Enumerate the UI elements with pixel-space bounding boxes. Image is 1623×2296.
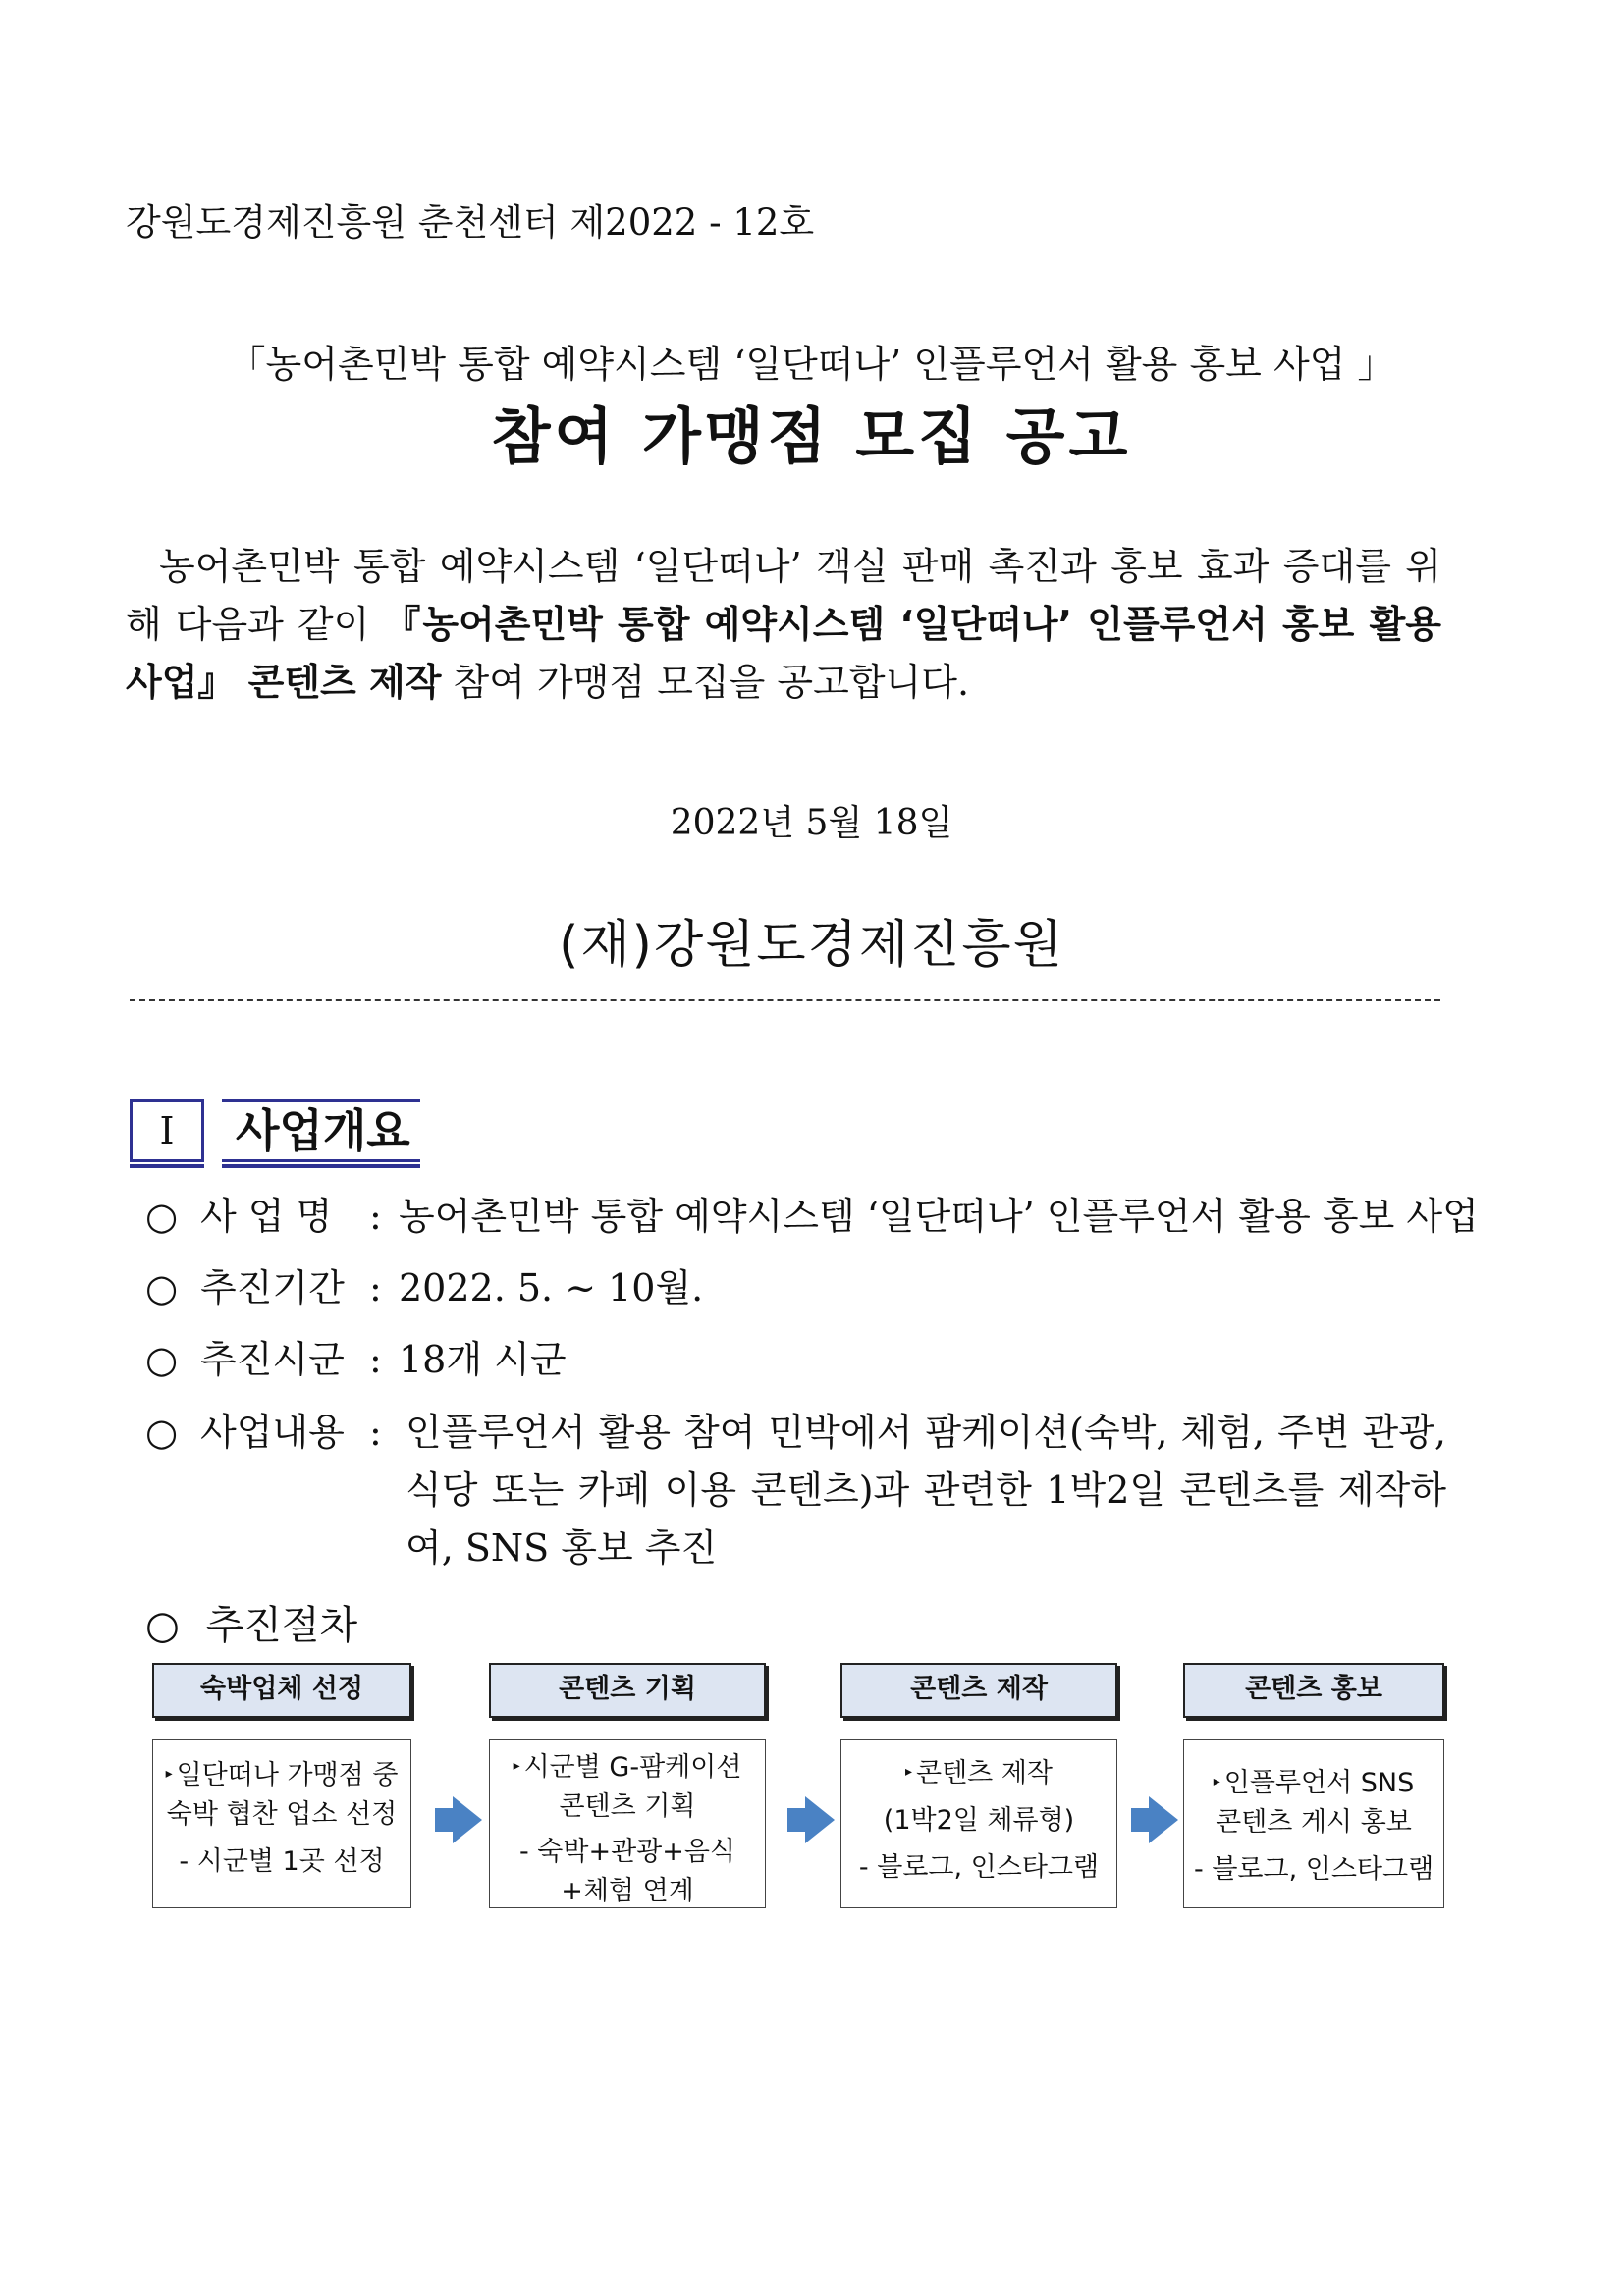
triangle-marker-icon: ▸ <box>513 1758 520 1774</box>
item-label: 추진시군 <box>200 1338 345 1381</box>
document-number: 강원도경제진흥원 춘천센터 제2022 - 12호 <box>126 201 815 243</box>
step-line: ▸ 시군별 G-팜케이션 <box>513 1752 742 1783</box>
step-body <box>489 1739 766 1908</box>
step-line: - 시군별 1곳 선정 <box>179 1846 385 1877</box>
process-heading <box>145 1594 357 1650</box>
item-value: 인플루언서 활용 참여 민박에서 팜케이션(숙박, 체험, 주변 관광, 식당 또는 카페 이용 콘텐츠)과 관련한 1박2일 콘텐츠를 제작하여, SNS 홍보 추진 <box>406 1411 1446 1570</box>
step-body <box>840 1739 1117 1908</box>
item-value: 2022. 5. ~ 10월. <box>399 1266 704 1309</box>
step-line: ▸ 일단떠나 가맹점 중 <box>165 1760 399 1790</box>
organization-name: (재)강원도경제진흥원 <box>559 916 1064 975</box>
step-line: +체험 연계 <box>561 1876 694 1906</box>
process-title: 추진절차 <box>205 1603 358 1648</box>
right-arrow-icon <box>453 1796 482 1843</box>
step-line: - 블로그, 인스타그램 <box>1194 1854 1434 1885</box>
step-line: 콘텐츠 기획 <box>559 1791 696 1822</box>
step-body <box>152 1739 411 1908</box>
step-line: ▸ 콘텐츠 제작 <box>904 1758 1054 1789</box>
right-arrow-icon <box>805 1796 835 1843</box>
intro-text-1: 농어촌민박 통합 예약시스템 ‘일단떠나’ 객실 판매 촉진과 홍보 효과 증대를 위해 다음과 같이 <box>126 545 1441 646</box>
triangle-marker-icon: ▸ <box>165 1766 173 1782</box>
step-line: ▸ 인플루언서 SNS <box>1213 1768 1415 1798</box>
intro-paragraph <box>126 538 1441 712</box>
step-title: 콘텐츠 제작 <box>840 1663 1117 1718</box>
step-line: 숙박 협찬 업소 선정 <box>166 1799 398 1830</box>
dashed-divider <box>130 999 1440 1001</box>
overview-item-region <box>145 1331 1471 1390</box>
step-line: - 숙박+관광+음식 <box>518 1837 736 1867</box>
right-arrow-icon <box>1149 1796 1178 1843</box>
item-colon: : <box>369 1266 382 1309</box>
step-title: 콘텐츠 기획 <box>489 1663 766 1718</box>
step-title: 콘텐츠 홍보 <box>1183 1663 1444 1718</box>
intro-text-3: 참여 가맹점 모집을 공고합니다. <box>441 661 970 704</box>
triangle-marker-icon: ▸ <box>1213 1774 1220 1789</box>
announcement-date: 2022년 5월 18일 <box>670 803 953 843</box>
item-label: 사 업 명 <box>200 1195 333 1238</box>
item-colon: : <box>369 1411 382 1454</box>
step-line: (1박2일 체류형) <box>883 1805 1075 1836</box>
item-colon: : <box>369 1195 382 1238</box>
section-title: 사업개요 <box>222 1099 420 1162</box>
overview-item-content <box>145 1404 1471 1580</box>
item-label: 추진기간 <box>200 1266 345 1309</box>
step-line: - 블로그, 인스타그램 <box>858 1852 1100 1883</box>
circle-bullet-icon: ○ <box>145 1603 180 1648</box>
circle-bullet-icon: ○ <box>145 1411 179 1454</box>
item-value: 농어촌민박 통합 예약시스템 ‘일단떠나’ 인플루언서 활용 홍보 사업 <box>399 1195 1479 1238</box>
step-title: 숙박업체 선정 <box>152 1663 411 1718</box>
page-title: 참여 가맹점 모집 공고 <box>491 400 1132 472</box>
section-number: I <box>130 1099 204 1162</box>
item-value: 18개 시군 <box>399 1338 567 1381</box>
step-body <box>1183 1739 1444 1908</box>
project-subtitle: 「농어촌민박 통합 예약시스템 ‘일단떠나’ 인플루언서 활용 홍보 사업 」 <box>228 343 1395 386</box>
step-line: 콘텐츠 게시 홍보 <box>1216 1807 1412 1838</box>
circle-bullet-icon: ○ <box>145 1195 179 1238</box>
intro-text-bold: 『농어촌민박 통합 예약시스템 ‘일단떠나’ 인플루언서 홍보 활용 사업』 콘텐츠 제작 <box>126 603 1441 704</box>
circle-bullet-icon: ○ <box>145 1338 179 1381</box>
item-label: 사업내용 <box>200 1411 345 1454</box>
overview-item-period <box>145 1259 1471 1318</box>
overview-item-name <box>145 1188 1479 1247</box>
circle-bullet-icon: ○ <box>145 1266 179 1309</box>
item-colon: : <box>369 1338 382 1381</box>
triangle-marker-icon: ▸ <box>904 1764 913 1780</box>
